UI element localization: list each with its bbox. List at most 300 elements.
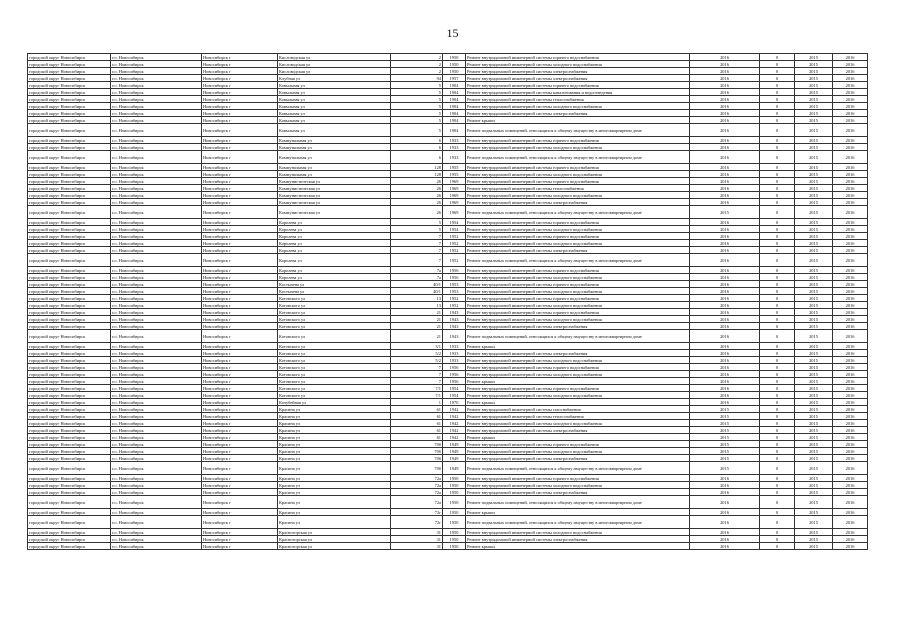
period-start-cell: 2015: [795, 110, 833, 117]
table-row: [28, 54, 868, 61]
plan-year-cell: 2016: [690, 240, 760, 247]
build-year-cell: 1970: [443, 399, 466, 406]
build-year-cell: 1950: [443, 475, 466, 482]
house-number-cell: 21: [391, 323, 443, 330]
period-end-cell: 2016: [833, 323, 868, 330]
period-start-cell: 2015: [795, 254, 833, 267]
period-end-cell: 2016: [833, 543, 868, 550]
work-type-cell: Ремонт внутридомовой инженерной системы горячего водоснабжения: [466, 441, 690, 448]
street-cell: Красина ул: [278, 496, 391, 509]
value-cell: 0: [760, 420, 795, 427]
period-start-cell: 2015: [795, 371, 833, 378]
value-cell: 0: [760, 357, 795, 364]
street-cell: Красина ул: [278, 482, 391, 489]
plan-year-cell: 2016: [690, 323, 760, 330]
district-cell: г.о. Новосибирск: [111, 295, 202, 302]
build-year-cell: 1956: [443, 267, 466, 274]
plan-year-cell: 2016: [690, 295, 760, 302]
value-cell: 0: [760, 309, 795, 316]
work-type-cell: Ремонт внутридомовой инженерной системы холодного водоснабжения: [466, 288, 690, 295]
city-cell: Новосибирск г: [202, 357, 278, 364]
municipality-cell: городской округ Новосибирск: [28, 343, 111, 350]
house-number-cell: 1: [391, 399, 443, 406]
municipality-cell: городской округ Новосибирск: [28, 219, 111, 226]
house-number-cell: 6: [391, 144, 443, 151]
period-start-cell: 2015: [795, 330, 833, 343]
municipality-cell: городской округ Новосибирск: [28, 509, 111, 516]
table-row: [28, 164, 868, 171]
district-cell: г.о. Новосибирск: [111, 378, 202, 385]
build-year-cell: 1954: [443, 226, 466, 233]
municipality-cell: городской округ Новосибирск: [28, 316, 111, 323]
value-cell: 0: [760, 117, 795, 124]
table-row: [28, 96, 868, 103]
value-cell: 0: [760, 89, 795, 96]
period-start-cell: 2015: [795, 219, 833, 226]
house-number-cell: 61: [391, 406, 443, 413]
value-cell: 0: [760, 543, 795, 550]
district-cell: г.о. Новосибирск: [111, 178, 202, 185]
municipality-cell: городской округ Новосибирск: [28, 137, 111, 144]
district-cell: г.о. Новосибирск: [111, 151, 202, 164]
municipality-cell: городской округ Новосибирск: [28, 103, 111, 110]
district-cell: г.о. Новосибирск: [111, 475, 202, 482]
municipality-cell: городской округ Новосибирск: [28, 61, 111, 68]
period-end-cell: 2016: [833, 137, 868, 144]
work-type-cell: Ремонт внутридомовой инженерной системы горячего водоснабжения: [466, 309, 690, 316]
period-end-cell: 2016: [833, 206, 868, 219]
table-row: [28, 323, 868, 330]
table-row: [28, 516, 868, 529]
city-cell: Новосибирск г: [202, 509, 278, 516]
street-cell: Красина ул: [278, 448, 391, 455]
period-start-cell: 2015: [795, 462, 833, 475]
street-cell: Красина ул: [278, 441, 391, 448]
city-cell: Новосибирск г: [202, 247, 278, 254]
district-cell: г.о. Новосибирск: [111, 164, 202, 171]
table-row: [28, 103, 868, 110]
build-year-cell: 1904: [443, 96, 466, 103]
work-type-cell: Ремонт внутридомовой инженерной системы горячего водоснабжения: [466, 364, 690, 371]
plan-year-cell: 2016: [690, 247, 760, 254]
period-end-cell: 2016: [833, 448, 868, 455]
table-row: [28, 316, 868, 323]
municipality-cell: городской округ Новосибирск: [28, 54, 111, 61]
city-cell: Новосибирск г: [202, 274, 278, 281]
build-year-cell: 1950: [443, 509, 466, 516]
period-start-cell: 2015: [795, 364, 833, 371]
period-end-cell: 2016: [833, 54, 868, 61]
plan-year-cell: 2015: [690, 206, 760, 219]
house-number-cell: 70б: [391, 441, 443, 448]
value-cell: 0: [760, 489, 795, 496]
work-type-cell: Ремонт внутридомовой инженерной системы электроснабжения: [466, 350, 690, 357]
table-row: [28, 151, 868, 164]
table-row: [28, 302, 868, 309]
city-cell: Новосибирск г: [202, 427, 278, 434]
plan-year-cell: 2016: [690, 233, 760, 240]
district-cell: г.о. Новосибирск: [111, 274, 202, 281]
value-cell: 0: [760, 144, 795, 151]
period-start-cell: 2015: [795, 357, 833, 364]
municipality-cell: городской округ Новосибирск: [28, 357, 111, 364]
period-start-cell: 2015: [795, 96, 833, 103]
build-year-cell: 1942: [443, 413, 466, 420]
plan-year-cell: 2016: [690, 364, 760, 371]
district-cell: г.о. Новосибирск: [111, 254, 202, 267]
house-number-cell: 72г: [391, 516, 443, 529]
street-cell: Котовского ул: [278, 343, 391, 350]
period-end-cell: 2016: [833, 185, 868, 192]
plan-year-cell: 2016: [690, 536, 760, 543]
build-year-cell: 1904: [443, 89, 466, 96]
district-cell: г.о. Новосибирск: [111, 364, 202, 371]
period-start-cell: 2015: [795, 54, 833, 61]
street-cell: Ковыльная ул: [278, 96, 391, 103]
house-number-cell: 72а: [391, 489, 443, 496]
period-start-cell: 2015: [795, 295, 833, 302]
value-cell: 0: [760, 475, 795, 482]
district-cell: г.о. Новосибирск: [111, 309, 202, 316]
municipality-cell: городской округ Новосибирск: [28, 406, 111, 413]
city-cell: Новосибирск г: [202, 309, 278, 316]
work-type-cell: Ремонт внутридомовой инженерной системы газоснабжения: [466, 406, 690, 413]
build-year-cell: 1950: [443, 489, 466, 496]
build-year-cell: 1956: [443, 378, 466, 385]
house-number-cell: 7: [391, 240, 443, 247]
work-type-cell: Ремонт подвальных помещений, относящихся к общему имуществу в многоквартирном доме: [466, 516, 690, 529]
street-cell: Котовского ул: [278, 316, 391, 323]
table-row: [28, 357, 868, 364]
value-cell: 0: [760, 199, 795, 206]
table-body: [28, 54, 868, 550]
city-cell: Новосибирск г: [202, 75, 278, 82]
plan-year-cell: 2016: [690, 226, 760, 233]
municipality-cell: городской округ Новосибирск: [28, 516, 111, 529]
district-cell: г.о. Новосибирск: [111, 420, 202, 427]
plan-year-cell: 2016: [690, 529, 760, 536]
street-cell: Котовского ул: [278, 364, 391, 371]
district-cell: г.о. Новосибирск: [111, 247, 202, 254]
municipality-cell: городской округ Новосибирск: [28, 164, 111, 171]
street-cell: Ковыльная ул: [278, 117, 391, 124]
value-cell: 0: [760, 427, 795, 434]
period-end-cell: 2016: [833, 420, 868, 427]
work-type-cell: Ремонт внутридомовой инженерной системы электроснабжения: [466, 455, 690, 462]
street-cell: Котовского ул: [278, 357, 391, 364]
plan-year-cell: 2016: [690, 543, 760, 550]
period-end-cell: 2016: [833, 496, 868, 509]
value-cell: 0: [760, 288, 795, 295]
house-number-cell: 26: [391, 185, 443, 192]
value-cell: 0: [760, 61, 795, 68]
build-year-cell: 1952: [443, 302, 466, 309]
municipality-cell: городской округ Новосибирск: [28, 323, 111, 330]
district-cell: г.о. Новосибирск: [111, 199, 202, 206]
street-cell: Красина ул: [278, 406, 391, 413]
house-number-cell: 7: [391, 247, 443, 254]
build-year-cell: 1950: [443, 54, 466, 61]
build-year-cell: 1950: [443, 529, 466, 536]
city-cell: Новосибирск г: [202, 330, 278, 343]
period-start-cell: 2015: [795, 199, 833, 206]
table-row: [28, 171, 868, 178]
house-number-cell: 72а: [391, 496, 443, 509]
value-cell: 0: [760, 192, 795, 199]
period-end-cell: 2016: [833, 199, 868, 206]
district-cell: г.о. Новосибирск: [111, 434, 202, 441]
table-row: [28, 475, 868, 482]
table-row: [28, 364, 868, 371]
street-cell: Ковыльная ул: [278, 89, 391, 96]
municipality-cell: городской округ Новосибирск: [28, 309, 111, 316]
table-row: [28, 392, 868, 399]
period-end-cell: 2016: [833, 316, 868, 323]
plan-year-cell: 2016: [690, 137, 760, 144]
plan-year-cell: 2015: [690, 448, 760, 455]
street-cell: Коммунистическая ул: [278, 192, 391, 199]
build-year-cell: 1953: [443, 281, 466, 288]
house-number-cell: 61: [391, 427, 443, 434]
city-cell: Новосибирск г: [202, 219, 278, 226]
work-type-cell: Ремонт внутридомовой инженерной системы электроснабжения: [466, 68, 690, 75]
value-cell: 0: [760, 247, 795, 254]
district-cell: г.о. Новосибирск: [111, 137, 202, 144]
work-type-cell: Ремонт внутридомовой инженерной системы горячего водоснабжения: [466, 164, 690, 171]
build-year-cell: 1969: [443, 192, 466, 199]
house-number-cell: 6: [391, 151, 443, 164]
house-number-cell: 26: [391, 192, 443, 199]
period-end-cell: 2016: [833, 219, 868, 226]
street-cell: Котовского ул: [278, 378, 391, 385]
house-number-cell: 5: [391, 117, 443, 124]
house-number-cell: 21: [391, 316, 443, 323]
street-cell: Красноторская ул: [278, 543, 391, 550]
period-end-cell: 2016: [833, 378, 868, 385]
plan-year-cell: 2016: [690, 82, 760, 89]
build-year-cell: 1950: [443, 68, 466, 75]
district-cell: г.о. Новосибирск: [111, 371, 202, 378]
plan-year-cell: 2016: [690, 281, 760, 288]
municipality-cell: городской округ Новосибирск: [28, 482, 111, 489]
plan-year-cell: 2016: [690, 350, 760, 357]
work-type-cell: Ремонт внутридомовой инженерной системы холодного водоснабжения: [466, 226, 690, 233]
city-cell: Новосибирск г: [202, 543, 278, 550]
street-cell: Кисловодская ул: [278, 68, 391, 75]
street-cell: Коммунистическая ул: [278, 199, 391, 206]
work-type-cell: Ремонт внутридомовой инженерной системы электроснабжения: [466, 75, 690, 82]
table-row: [28, 254, 868, 267]
table-row: [28, 199, 868, 206]
table-row: [28, 448, 868, 455]
street-cell: Коммунистическая ул: [278, 185, 391, 192]
period-end-cell: 2016: [833, 406, 868, 413]
district-cell: г.о. Новосибирск: [111, 233, 202, 240]
plan-year-cell: 2016: [690, 330, 760, 343]
city-cell: Новосибирск г: [202, 536, 278, 543]
street-cell: Красноторская ул: [278, 529, 391, 536]
plan-year-cell: 2016: [690, 302, 760, 309]
house-number-cell: 7: [391, 378, 443, 385]
build-year-cell: 1933: [443, 343, 466, 350]
value-cell: 0: [760, 399, 795, 406]
period-start-cell: 2015: [795, 434, 833, 441]
build-year-cell: 1949: [443, 455, 466, 462]
period-end-cell: 2016: [833, 482, 868, 489]
table-row: [28, 117, 868, 124]
city-cell: Новосибирск г: [202, 385, 278, 392]
period-start-cell: 2015: [795, 323, 833, 330]
value-cell: 0: [760, 171, 795, 178]
district-cell: г.о. Новосибирск: [111, 171, 202, 178]
period-end-cell: 2016: [833, 247, 868, 254]
period-end-cell: 2016: [833, 427, 868, 434]
city-cell: Новосибирск г: [202, 455, 278, 462]
period-end-cell: 2016: [833, 226, 868, 233]
plan-year-cell: 2016: [690, 144, 760, 151]
municipality-cell: городской округ Новосибирск: [28, 178, 111, 185]
district-cell: г.о. Новосибирск: [111, 89, 202, 96]
table-row: [28, 68, 868, 75]
house-number-cell: 128: [391, 171, 443, 178]
house-number-cell: 70б: [391, 448, 443, 455]
work-type-cell: Ремонт внутридомовой инженерной системы электроснабжения: [466, 536, 690, 543]
work-type-cell: Ремонт крыши: [466, 117, 690, 124]
value-cell: 0: [760, 240, 795, 247]
value-cell: 0: [760, 441, 795, 448]
city-cell: Новосибирск г: [202, 124, 278, 137]
work-type-cell: Ремонт подвальных помещений, относящихся к общему имуществу в многоквартирном доме: [466, 151, 690, 164]
period-start-cell: 2015: [795, 475, 833, 482]
city-cell: Новосибирск г: [202, 295, 278, 302]
district-cell: г.о. Новосибирск: [111, 288, 202, 295]
value-cell: 0: [760, 413, 795, 420]
period-start-cell: 2015: [795, 247, 833, 254]
period-end-cell: 2016: [833, 455, 868, 462]
table-row: [28, 295, 868, 302]
period-start-cell: 2015: [795, 124, 833, 137]
table-row: [28, 288, 868, 295]
build-year-cell: 1969: [443, 185, 466, 192]
house-number-cell: 128: [391, 164, 443, 171]
district-cell: г.о. Новосибирск: [111, 219, 202, 226]
value-cell: 0: [760, 151, 795, 164]
house-number-cell: 31: [391, 536, 443, 543]
period-start-cell: 2015: [795, 516, 833, 529]
district-cell: г.о. Новосибирск: [111, 82, 202, 89]
period-end-cell: 2016: [833, 117, 868, 124]
work-type-cell: Ремонт внутридомовой инженерной системы холодного водоснабжения: [466, 316, 690, 323]
value-cell: 0: [760, 164, 795, 171]
district-cell: г.о. Новосибирск: [111, 462, 202, 475]
period-end-cell: 2016: [833, 267, 868, 274]
plan-year-cell: 2016: [690, 254, 760, 267]
value-cell: 0: [760, 496, 795, 509]
municipality-cell: городской округ Новосибирск: [28, 267, 111, 274]
street-cell: Красина ул: [278, 475, 391, 482]
period-end-cell: 2016: [833, 75, 868, 82]
plan-year-cell: 2016: [690, 385, 760, 392]
plan-year-cell: 2016: [690, 309, 760, 316]
period-end-cell: 2016: [833, 240, 868, 247]
street-cell: Котовского ул: [278, 385, 391, 392]
street-cell: Красноторская ул: [278, 536, 391, 543]
house-number-cell: 5: [391, 110, 443, 117]
table-row: [28, 462, 868, 475]
plan-year-cell: 2016: [690, 288, 760, 295]
table-row: [28, 309, 868, 316]
plan-year-cell: 2016: [690, 378, 760, 385]
municipality-cell: городской округ Новосибирск: [28, 288, 111, 295]
municipality-cell: городской округ Новосибирск: [28, 206, 111, 219]
district-cell: г.о. Новосибирск: [111, 54, 202, 61]
table-row: [28, 529, 868, 536]
build-year-cell: 1933: [443, 137, 466, 144]
work-type-cell: Ремонт подвальных помещений, относящихся к общему имуществу в многоквартирном доме: [466, 124, 690, 137]
table-row: [28, 536, 868, 543]
house-number-cell: 7а: [391, 274, 443, 281]
city-cell: Новосибирск г: [202, 350, 278, 357]
municipality-cell: городской округ Новосибирск: [28, 124, 111, 137]
house-number-cell: 5/2: [391, 350, 443, 357]
city-cell: Новосибирск г: [202, 192, 278, 199]
city-cell: Новосибирск г: [202, 323, 278, 330]
value-cell: 0: [760, 392, 795, 399]
table-row: [28, 441, 868, 448]
street-cell: Коммунальная ул: [278, 171, 391, 178]
value-cell: 0: [760, 226, 795, 233]
house-number-cell: 61: [391, 413, 443, 420]
city-cell: Новосибирск г: [202, 110, 278, 117]
period-start-cell: 2015: [795, 151, 833, 164]
street-cell: Красина ул: [278, 489, 391, 496]
period-end-cell: 2016: [833, 516, 868, 529]
build-year-cell: 1950: [443, 543, 466, 550]
municipality-cell: городской округ Новосибирск: [28, 475, 111, 482]
city-cell: Новосибирск г: [202, 434, 278, 441]
period-start-cell: 2015: [795, 543, 833, 550]
district-cell: г.о. Новосибирск: [111, 406, 202, 413]
build-year-cell: 1904: [443, 110, 466, 117]
work-type-cell: Ремонт внутридомовой инженерной системы холодного водоснабжения: [466, 448, 690, 455]
period-end-cell: 2016: [833, 171, 868, 178]
street-cell: Котовского ул: [278, 309, 391, 316]
city-cell: Новосибирск г: [202, 399, 278, 406]
period-end-cell: 2016: [833, 103, 868, 110]
value-cell: 0: [760, 378, 795, 385]
work-type-cell: Ремонт внутридомовой инженерной системы электроснабжения: [466, 427, 690, 434]
period-end-cell: 2016: [833, 330, 868, 343]
work-type-cell: Ремонт крыши: [466, 378, 690, 385]
city-cell: Новосибирск г: [202, 448, 278, 455]
table-row: [28, 281, 868, 288]
build-year-cell: 1942: [443, 434, 466, 441]
period-end-cell: 2016: [833, 371, 868, 378]
city-cell: Новосибирск г: [202, 89, 278, 96]
municipality-cell: городской округ Новосибирск: [28, 68, 111, 75]
period-start-cell: 2015: [795, 103, 833, 110]
value-cell: 0: [760, 529, 795, 536]
period-start-cell: 2015: [795, 226, 833, 233]
district-cell: г.о. Новосибирск: [111, 226, 202, 233]
district-cell: г.о. Новосибирск: [111, 536, 202, 543]
period-end-cell: 2016: [833, 350, 868, 357]
table-row: [28, 82, 868, 89]
district-cell: г.о. Новосибирск: [111, 75, 202, 82]
street-cell: Коммунальная ул: [278, 137, 391, 144]
value-cell: 0: [760, 267, 795, 274]
table-row: [28, 350, 868, 357]
